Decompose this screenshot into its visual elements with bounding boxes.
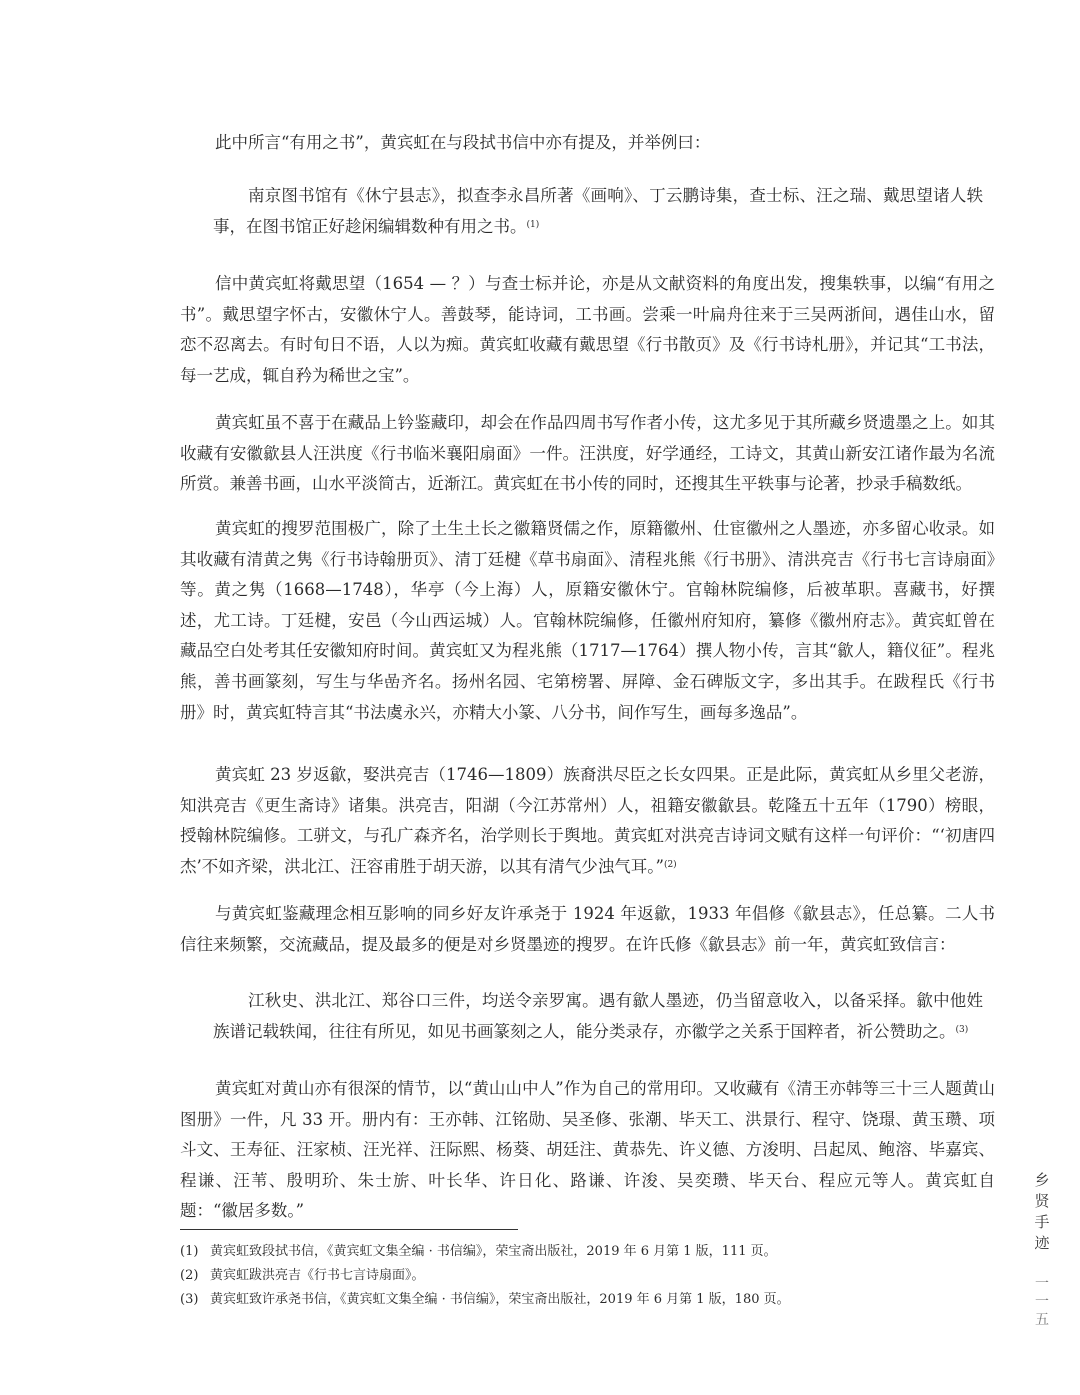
block-quote-2	[213, 986, 983, 1047]
quote-2-body	[213, 986, 983, 1047]
footnote-3-text: 黄宾虹致许承尧书信，《黄宾虹文集全编 · 书信编》，荣宝斋出版社，2019 年 6 月第 1 版，180 页。	[210, 1292, 790, 1307]
paragraph-2	[180, 408, 995, 500]
footnote-2-number: (2)	[180, 1268, 199, 1283]
footnote-1	[180, 1243, 777, 1261]
running-head-char-3: 手	[1034, 1213, 1050, 1231]
paragraph-6	[180, 1074, 995, 1227]
running-head-char-4: 迹	[1034, 1234, 1050, 1252]
paragraph-4	[180, 760, 995, 882]
paragraph-5-text: 与黄宾虹鉴藏理念相互影响的同乡好友许承尧于 1924 年返歙，1933 年倡修《歙县志》，任总纂。二人书信往来频繁，交流藏品，提及最多的便是对乡贤墨迹的搜罗。在许氏修《歙县志》前一年，黄宾虹致信言：	[180, 904, 995, 954]
paragraph-4-text: 黄宾虹 23 岁返歙，娶洪亮吉（1746—1809）族裔洪尽臣之长女四果。正是此际，黄宾虹从乡里父老游，知洪亮吉《更生斋诗》诸集。洪亮吉，阳湖（今江苏常州）人，祖籍安徽歙县。乾隆五十五年（1790）榜眼，授翰林院编修。工骈文，与孔广森齐名，治学则长于舆地。黄宾虹对洪亮吉诗词文赋有这样一句评价：“‘初唐四杰’不如齐梁，洪北江、汪容甫胜于胡天游，以其有清气少浊气耳。”	[180, 765, 995, 876]
intro-paragraph	[180, 128, 995, 159]
footnote-2	[180, 1267, 425, 1285]
paragraph-3-text: 黄宾虹的搜罗范围极广，除了土生土长之徽籍贤儒之作，原籍徽州、仕宦徽州之人墨迹，亦多留心收录。如其收藏有清黄之隽《行书诗翰册页》、清丁廷楗《草书扇面》、清程兆熊《行书册》、清洪亮吉《行书七言诗扇面》等。黄之隽（1668—1748），华亭（今上海）人，原籍安徽休宁。官翰林院编修，后被革职。喜藏书，好撰述，尤工诗。丁廷楗，安邑（今山西运城）人。官翰林院编修，任徽州府知府，纂修《徽州府志》。黄宾虹曾在藏品空白处考其任安徽知府时间。黄宾虹又为程兆熊（1717—1764）撰人物小传，言其“歙人，籍仪征”。程兆熊，善书画篆刻，写生与华嵒齐名。扬州名园、宅第榜署、屏障、金石碑版文字，多出其手。在跋程氏《行书册》时，黄宾虹特言其“书法虞永兴，亦精大小篆、八分书，间作写生，画每多逸品”。	[180, 519, 995, 722]
running-head-vertical	[1032, 1170, 1052, 1254]
footnote-marker-1: (1)	[526, 219, 540, 230]
footnote-2-text: 黄宾虹跋洪亮吉《行书七言诗扇面》。	[210, 1268, 425, 1283]
footnote-divider	[180, 1229, 518, 1230]
paragraph-1-text: 信中黄宾虹将戴思望（1654 — ？）与查士标并论，亦是从文献资料的角度出发，搜集轶事，以编“有用之书”。戴思望字怀古，安徽休宁人。善鼓琴，能诗词，工书画。尝乘一叶扁舟往来于三吴两浙间，遇佳山水，留恋不忍离去。有时旬日不语，人以为痴。黄宾虹收藏有戴思望《行书散页》及《行书诗札册》，并记其“工书法，每一艺成，辄自矜为稀世之宝”。	[180, 274, 995, 385]
quote-1-text: 南京图书馆有《休宁县志》，拟查李永昌所著《画响》、丁云鹏诗集，查士标、汪之瑞、戴思望诸人轶事，在图书馆正好趁闲编辑数种有用之书。	[213, 186, 983, 236]
paragraph-3	[180, 514, 995, 728]
paragraph-5	[180, 899, 995, 960]
footnote-3	[180, 1291, 790, 1309]
footnote-3-number: (3)	[180, 1292, 199, 1307]
quote-2-text: 江秋史、洪北江、郑谷口三件，均送令亲罗寓。遇有歙人墨迹，仍当留意收入，以备采择。歙中他姓族谱记载轶闻，往往有所见，如见书画篆刻之人，能分类录存，亦徽学之关系于国粹者，祈公赞助之。	[213, 991, 983, 1041]
intro-text: 此中所言“有用之书”，黄宾虹在与段拭书信中亦有提及，并举例曰：	[215, 133, 711, 152]
block-quote-1	[213, 181, 983, 242]
paragraph-2-text: 黄宾虹虽不喜于在藏品上钤鉴藏印，却会在作品四周书写作者小传，这尤多见于其所藏乡贤遗墨之上。如其收藏有安徽歙县人汪洪度《行书临米襄阳扇面》一件。汪洪度，好学通经，工诗文，其黄山新安江诸作最为名流所赏。兼善书画，山水平淡简古，近渐江。黄宾虹在书小传的同时，还搜其生平轶事与论著，抄录手稿数纸。	[180, 413, 995, 494]
page-number-vertical	[1032, 1275, 1052, 1329]
page-number-char-1: 一	[1035, 1276, 1049, 1292]
paragraph-6-text: 黄宾虹对黄山亦有很深的情节，以“黄山山中人”作为自己的常用印。又收藏有《清王亦韩等三十三人题黄山图册》一件，凡 33 开。册内有：王亦韩、江铭勋、吴圣修、张潮、毕天工、洪景行、程守、饶璟、黄玉瓒、项斗文、王寿征、汪家桢、汪光祥、汪际熙、杨葵、胡廷注、黄恭先、许义德、方浚明、吕起凤、鲍溶、毕嘉宾、程谦、汪苇、殷明玠、朱士旂、叶长华、许日化、路谦、许浚、吴奕瓒、毕天台、程应元等人。黄宾虹自题：“徽居多数。”	[180, 1079, 995, 1221]
footnote-marker-2: (2)	[663, 859, 677, 870]
quote-1-body	[213, 181, 983, 242]
paragraph-1	[180, 269, 995, 391]
footnote-1-number: (1)	[180, 1244, 199, 1259]
page-number-char-2: 一	[1035, 1294, 1049, 1310]
running-head-char-1: 乡	[1034, 1171, 1050, 1189]
running-head-char-2: 贤	[1034, 1192, 1050, 1210]
footnote-1-text: 黄宾虹致段拭书信，《黄宾虹文集全编 · 书信编》，荣宝斋出版社，2019 年 6 月第 1 版，111 页。	[210, 1244, 777, 1259]
footnote-marker-3: (3)	[955, 1024, 969, 1035]
page-number-char-3: 五	[1035, 1312, 1049, 1328]
